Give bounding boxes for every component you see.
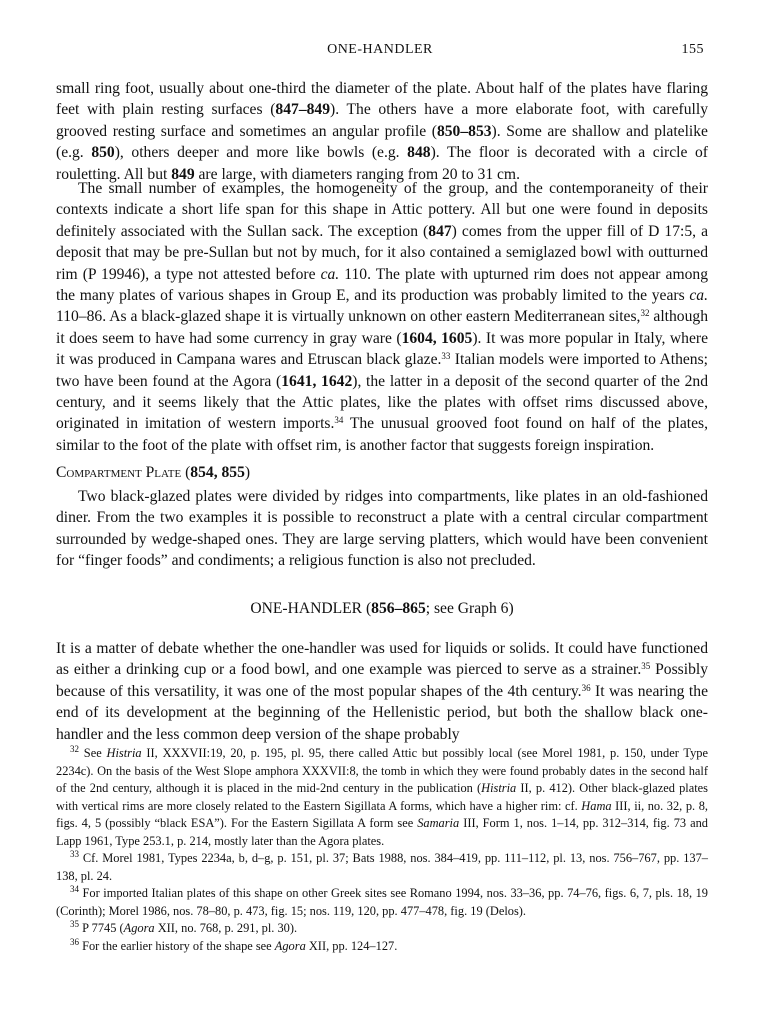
footnote-36: $^{36}$ For the earlier history of the shape see Agora XII, pp. 124–127. (70, 936, 398, 953)
footnote-ref-35: 35 (641, 661, 651, 672)
footnote-ref-33: 33 (441, 351, 451, 362)
page-number: 155 (681, 42, 704, 57)
footnote-ref-36: 36 (581, 682, 591, 693)
paragraph-plate-feet: small ring foot, usually about one-third the diameter of the plate. About half of the plates have flaring feet with plain resting surfaces (847–849). The others have a more elaborate foot, with carefully grooved resting surface and sometimes an angular profile (850–853). Some are shallow and platelike (e.g. 850), others deeper and more like bowls (e.g. 848). The floor is decorated with a circle of rouletting. All but 849 are large, with diameters ranging from 20 to 31 cm. (56, 80, 709, 183)
paragraph-compartment-plate: Two black-glazed plates were divided by ridges into compartments, like plates in an old-fashioned diner. From the two examples it is possible to reconstruct a plate with a central circular compartment surrounded by wedge-shaped ones. They are large serving platters, which would have been convenient for “finger foods” and condiments; a religious function is also not precluded. (56, 488, 708, 570)
footnote-ref-32: 32 (640, 308, 650, 319)
paragraph-dating: The small number of examples, the homogeneity of the group, and the contemporaneity of their contexts indicate a short life span for this shape in Attic pottery. All but one were found in deposits definitely associated with the Sullan sack. The exception (847) comes from the upper fill of D 17:5, a deposit that may be pre-Sullan but not by much, for it also contained a semiglazed bowl with outturned rim (P 19946), a type not attested before ca. 110. The plate with upturned rim does not appear among the many plates of various shapes in Group E, and its production was probably limited to the years ca. 110–86. As a black-glazed shape it is virtually unknown on other eastern Mediterranean sites,$^{32}$ although it does seem to have had some currency in gray ware (1604, 1605). It was more popular in Italy, where it was produced in Campana wares and Etruscan black glaze.$^{33}$ Italian models were imported to Athens; two have been found at the Agora (1641, 1642), the latter in a deposit of the second quarter of the 2nd century, and it seems likely that the Attic plates, like the plates with offset rims discussed above, originated in imitation of western imports.$^{34}$ The unusual grooved foot found on half of the plates, similar to the foot of the plate with offset rim, is another factor that suggests foreign inspiration. (56, 180, 709, 454)
section-heading-one-handler: ONE-HANDLER (856–865; see Graph 6) (250, 600, 514, 617)
footnote-32: $^{32}$ See Histria II, XXXVII:19, 20, p. 195, pl. 95, there called Attic but possibly local (see Morel 1981, p. 150, under Type 2234c). On the basis of the West Slope amphora XXXVII:8, the tomb in which they were found probably dates in the second half of the 2nd century, although it is placed in the mid-2nd century in the publication (Histria II, p. 412). Other black-glazed plates with vertical rims are more closely related to the Eastern Sigillata A forms, which have a higher rim: cf. Hama III, ii, no. 32, p. 8, figs. 4, 5 (possibly “black ESA”). For the Eastern Sigillata A form see Samaria III, Form 1, nos. 1–14, pp. 312–314, fig. 73 and Lapp 1961, Type 253.1, p. 214, mostly later than the Agora plates. (56, 744, 708, 848)
paragraph-one-handler: It is a matter of debate whether the one-handler was used for liquids or solids. It could have functioned as either a drinking cup or a food bowl, and one example was pierced to serve as a strainer.$^{35}$ Possibly because of this versatility, it was one of the most popular shapes of the 4th century.$^{36}$ It was nearing the end of its development at the beginning of the Hellenistic period, but both the shallow black one-handler and the less common deep version of the shape probably (56, 640, 708, 743)
footnote-34: $^{34}$ For imported Italian plates of this shape on other Greek sites see Romano 1994, nos. 33–36, pp. 74–76, figs. 6, 7, pls. 18, 19 (Corinth); Morel 1986, nos. 78–80, p. 473, fig. 15; nos. 119, 120, pp. 477–478, fig. 19 (Delos). (56, 884, 708, 918)
running-head-title: ONE-HANDLER (327, 42, 433, 57)
footnotes (56, 745, 708, 955)
compartment-plate-heading: Compartment Plate (854, 855) (56, 464, 251, 481)
footnote-ref-34: 34 (334, 415, 344, 426)
footnote-33: $^{33}$ Cf. Morel 1981, Types 2234a, b, d–g, p. 151, pl. 37; Bats 1988, nos. 384–419, pp. 111–112, pl. 13, nos. 756–767, pp. 137–138, pl. 24. (56, 849, 708, 883)
footnote-35: $^{35}$ P 7745 (Agora XII, no. 768, p. 291, pl. 30). (70, 919, 298, 935)
running-head (56, 42, 704, 62)
